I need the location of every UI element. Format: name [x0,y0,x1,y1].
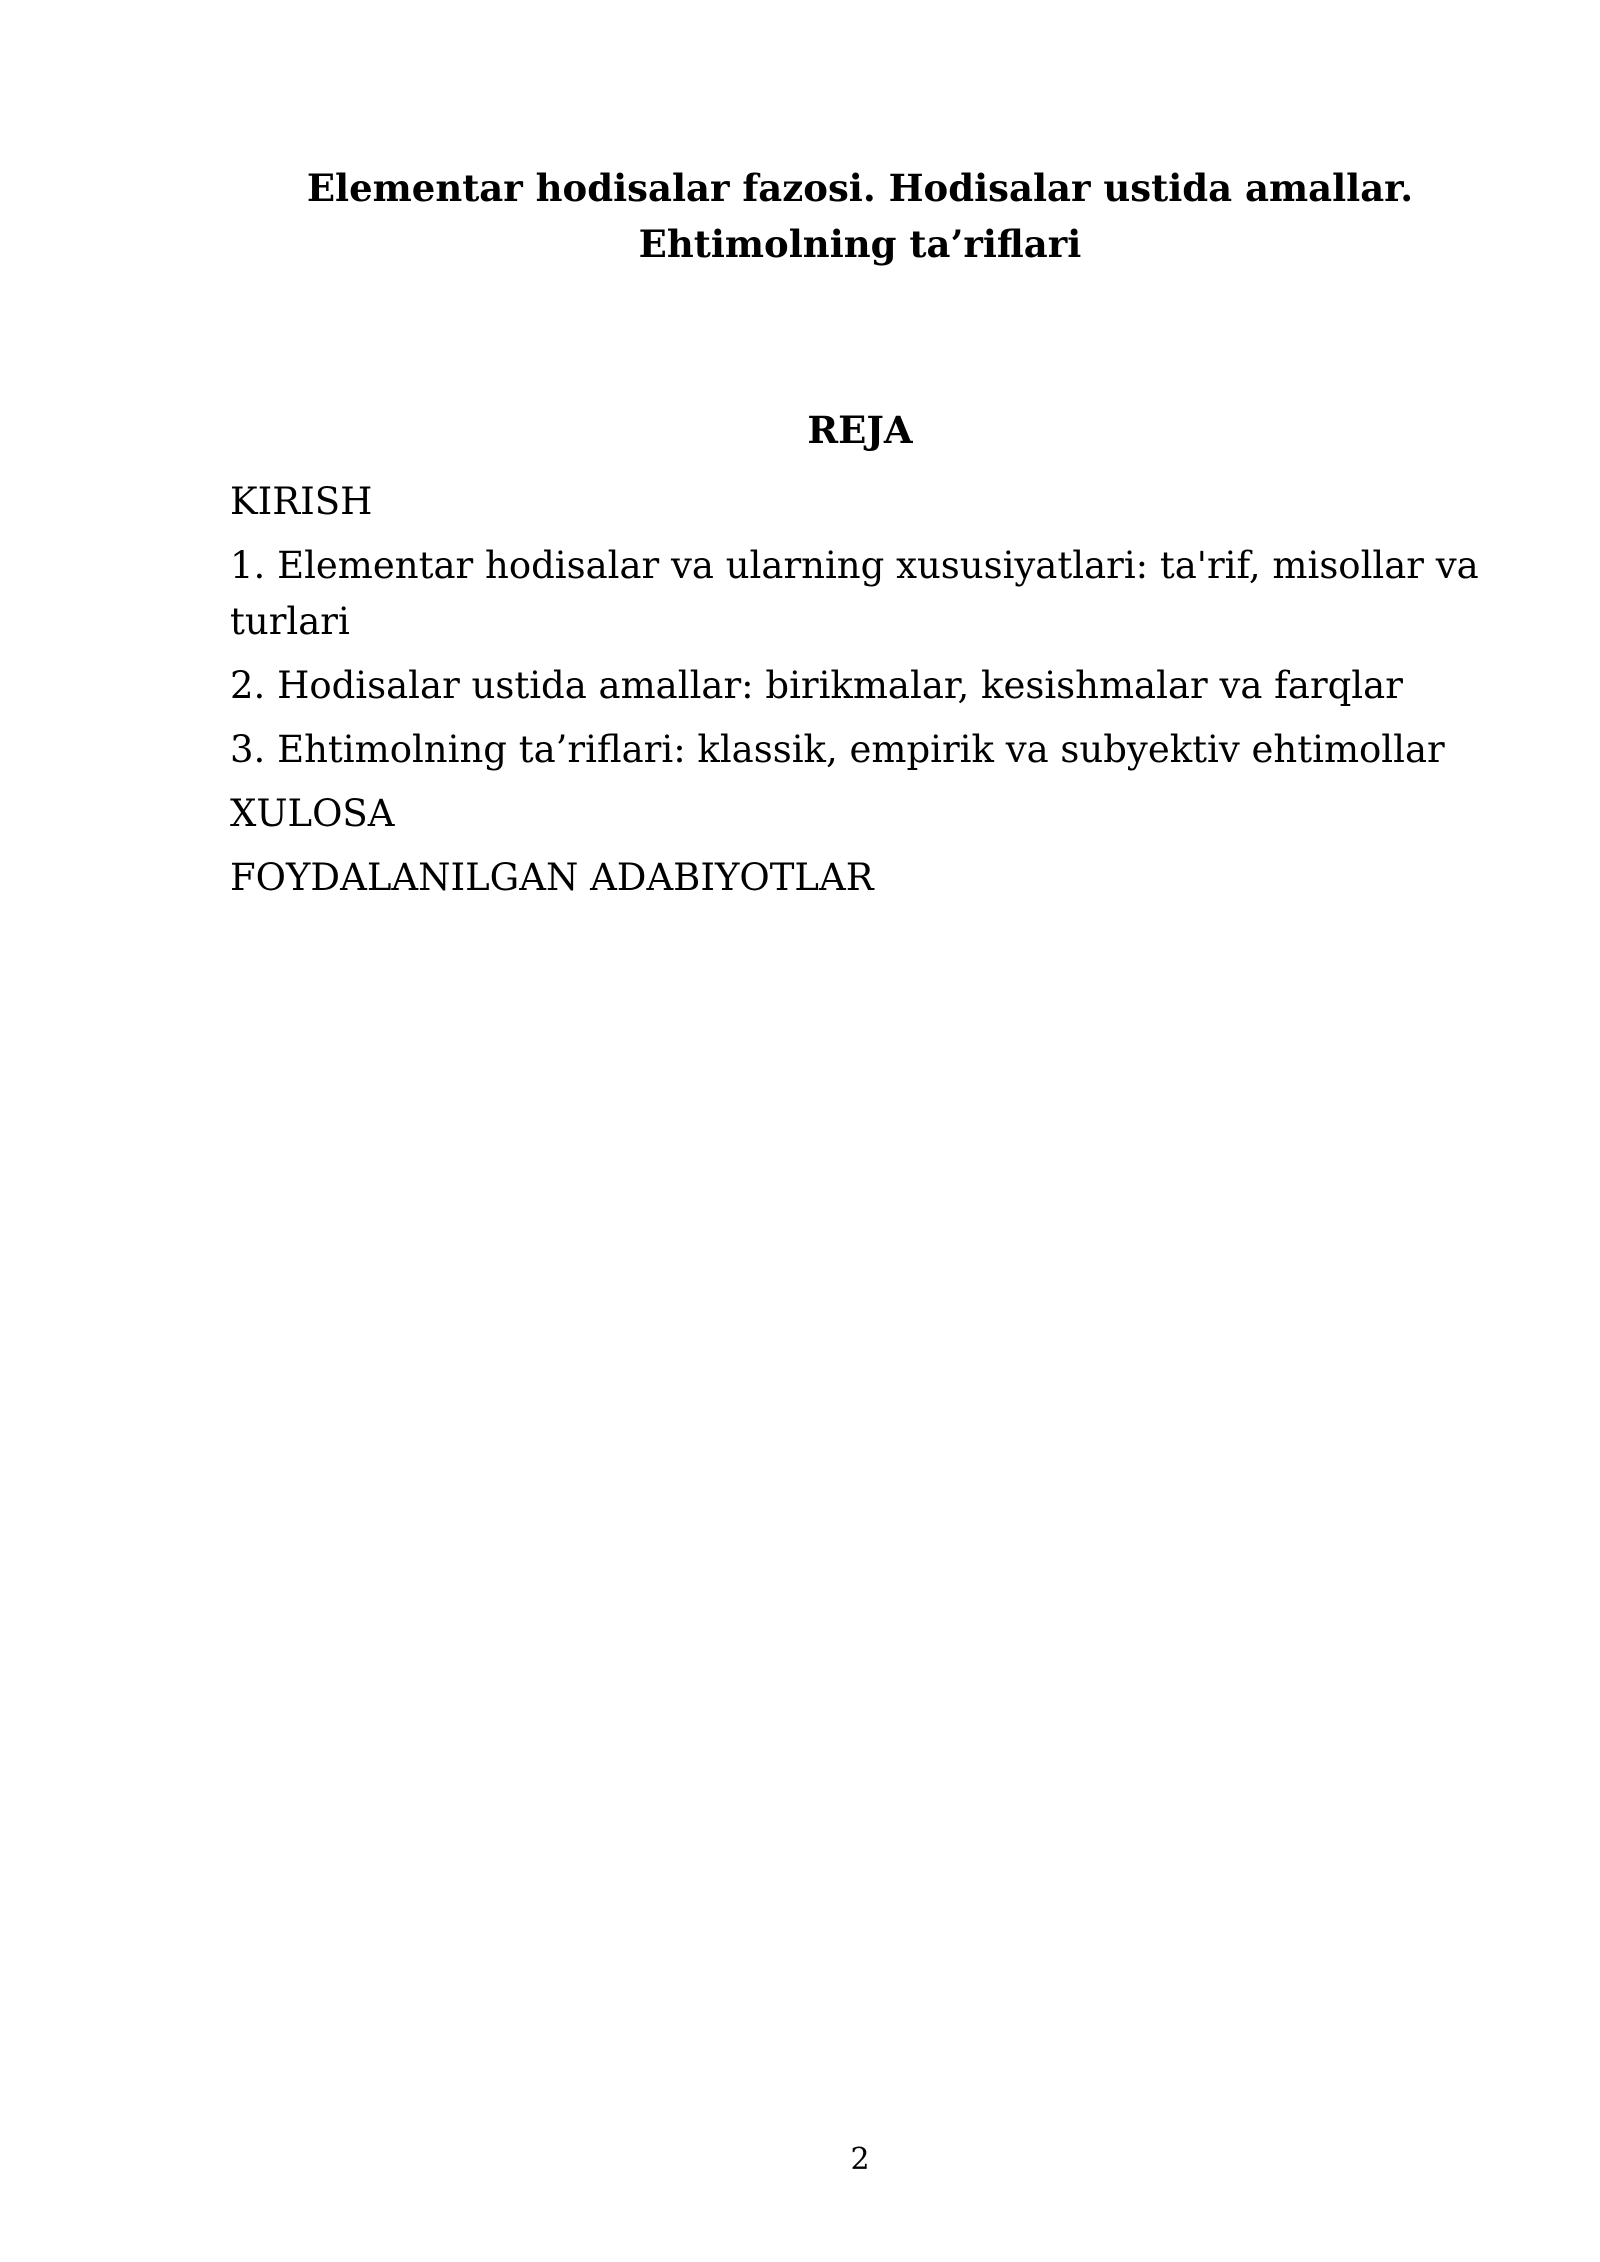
plan-list [230,474,1480,914]
plan-item-references: FOYDALANILGAN ADABIYOTLAR [230,856,874,899]
title-line-1: Elementar hodisalar fazosi. Hodisalar ustida amallar. [306,166,1414,210]
title-line-2: Ehtimolning ta’riflari [638,222,1082,266]
plan-heading: REJA [807,408,913,452]
plan-item-3: 3. Ehtimolning ta’riflari: klassik, empirik va subyektiv ehtimollar [230,728,1445,771]
plan-item-2: 2. Hodisalar ustida amallar: birikmalar, kesishmalar va farqlar [230,664,1403,707]
page-number: 2 [850,2142,870,2177]
plan-item-1: 1. Elementar hodisalar va ularning xususiyatlari: ta'rif, misollar va turlari [230,544,1479,643]
plan-item-conclusion: XULOSA [230,792,395,835]
plan-item-intro: KIRISH [230,480,373,523]
document-title [230,160,1490,272]
